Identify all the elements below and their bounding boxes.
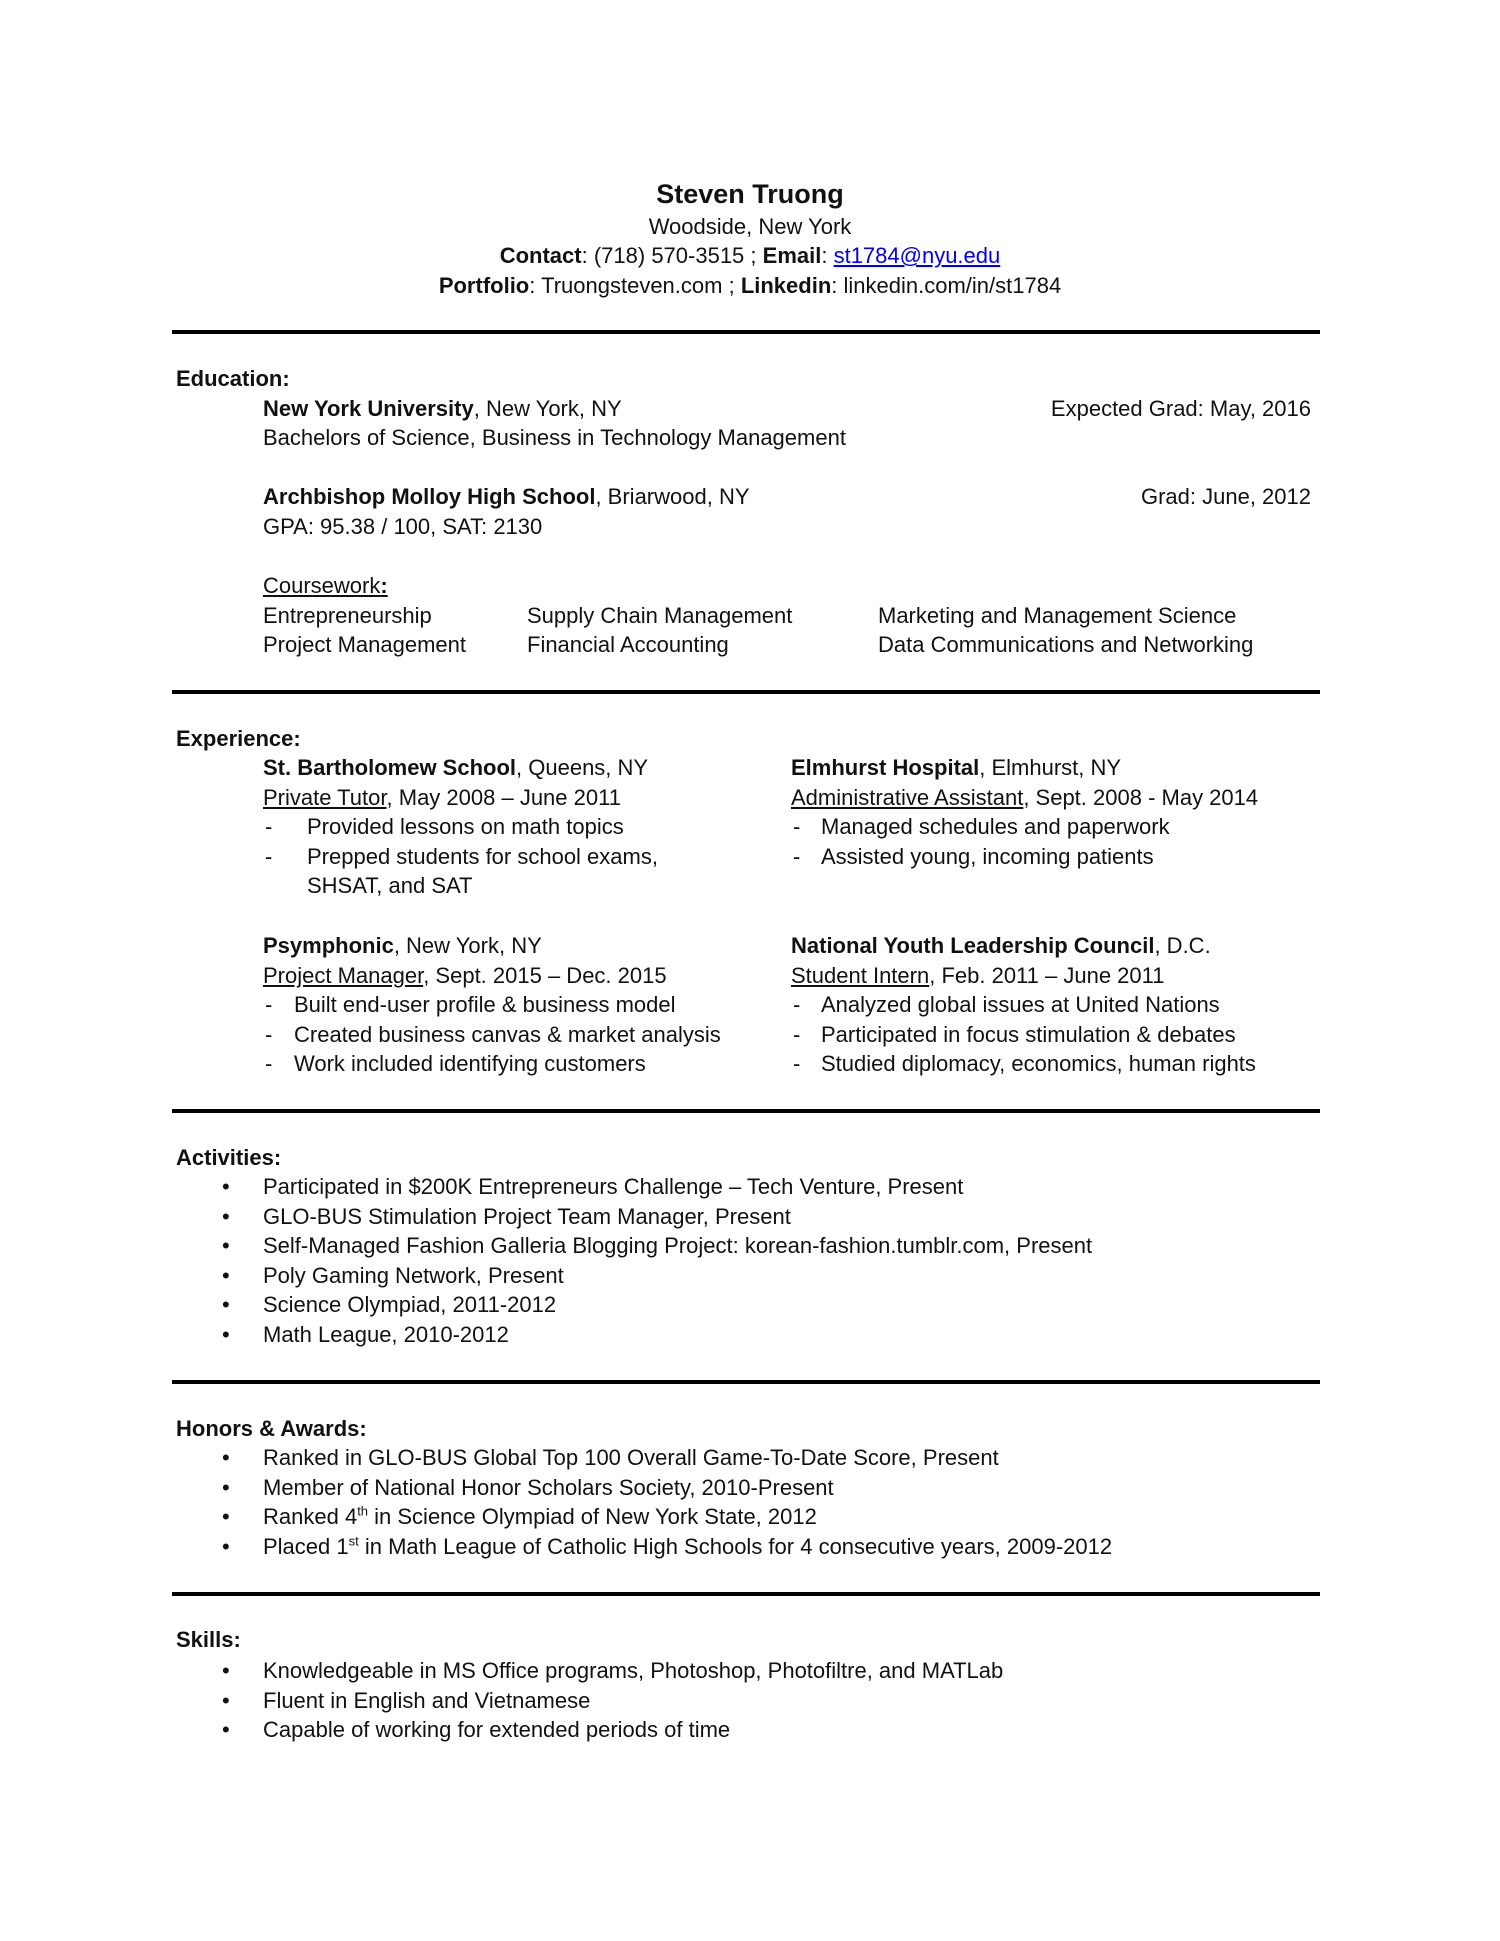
experience-heading: Experience: [176, 726, 301, 751]
dash-icon: - [793, 1051, 801, 1076]
job-role-line [791, 961, 1164, 991]
bullet-icon: • [222, 1533, 230, 1559]
school-detail: GPA: 95.38 / 100, SAT: 2130 [263, 514, 543, 539]
dash-icon: - [265, 843, 273, 869]
honor-ordinal: st [348, 1533, 359, 1549]
job-place: , New York, NY [393, 933, 542, 958]
job-org-line [791, 931, 1211, 961]
honor-text: Ranked in GLO-BUS Global Top 100 Overall Game-To-Date Score, Present [263, 1445, 999, 1470]
job-bullet: Built end-user profile & business model [294, 992, 676, 1017]
bullet-icon: • [222, 1292, 230, 1317]
bullet-icon: • [222, 1687, 230, 1713]
contact-line: Contact: (718) 570-3515 ; Email: st1784@nyu.edu [499, 243, 1001, 268]
job-dates: , Sept. 2015 – Dec. 2015 [423, 962, 667, 988]
divider [172, 1380, 1320, 1384]
job-org: Psymphonic [263, 933, 394, 958]
location: Woodside, New York [648, 214, 852, 239]
school-nyu [263, 394, 622, 424]
job-bullet: Work included identifying customers [294, 1051, 646, 1076]
list-item: Fluent in English and Vietnamese [263, 1687, 591, 1713]
job-bullet: Assisted young, incoming patients [821, 843, 1154, 869]
bullet-icon: • [222, 1262, 230, 1288]
honor-ordinal: th [357, 1503, 369, 1519]
divider [172, 1592, 1320, 1596]
honor-text-rest: in Math League of Catholic High Schools for 4 consecutive years, 2009-2012 [358, 1533, 1113, 1559]
job-bullet: Analyzed global issues at United Nations [821, 992, 1220, 1017]
email-label: Email [762, 243, 822, 268]
job-role: Project Manager [263, 962, 424, 988]
job-org-line [263, 753, 648, 783]
list-item [263, 1443, 999, 1473]
contact-label: Contact [499, 243, 582, 268]
school-place: , New York, NY [473, 396, 622, 421]
job-bullet: Managed schedules and paperwork [821, 814, 1170, 839]
job-role-line [791, 783, 1258, 813]
school-date: Grad: June, 2012 [1140, 484, 1311, 509]
coursework-label-text: Coursework [263, 573, 381, 598]
job-place: , Queens, NY [516, 755, 649, 780]
honor-text: Placed 1 [263, 1533, 349, 1559]
divider [172, 1109, 1320, 1113]
dash-icon: - [265, 992, 273, 1017]
job-bullet: Prepped students for school exams, [307, 843, 658, 869]
list-item: Self-Managed Fashion Galleria Blogging Project: korean-fashion.tumblr.com, Present [263, 1233, 1093, 1258]
job-org-line [263, 931, 542, 961]
coursework-label: Coursework: [263, 573, 388, 598]
list-item: Poly Gaming Network, Present [263, 1262, 564, 1288]
school-date: Expected Grad: May, 2016 [1050, 396, 1311, 421]
skills-heading: Skills: [176, 1627, 241, 1652]
bullet-icon: • [222, 1203, 230, 1229]
course: Entrepreneurship [263, 603, 432, 628]
job-place: , Elmhurst, NY [979, 755, 1122, 780]
list-item: GLO-BUS Stimulation Project Team Manager, Present [263, 1203, 791, 1229]
dash-icon: - [793, 814, 801, 839]
email-link[interactable]: st1784@nyu.edu [833, 243, 1001, 268]
list-item: Capable of working for extended periods of time [263, 1717, 731, 1742]
job-role-line [263, 783, 621, 813]
list-item: Science Olympiad, 2011-2012 [263, 1292, 557, 1317]
portfolio: Truongsteven.com [541, 273, 723, 298]
job-org: St. Bartholomew School [263, 755, 517, 780]
phone: (718) 570-3515 [593, 243, 745, 268]
school-place: , Briarwood, NY [595, 484, 750, 509]
school-molloy [263, 482, 750, 512]
education-heading: Education: [176, 366, 290, 391]
bullet-icon: • [222, 1474, 230, 1500]
divider [172, 690, 1320, 694]
bullet-icon: • [222, 1445, 230, 1470]
job-place: , D.C. [1154, 933, 1211, 958]
job-org: National Youth Leadership Council [791, 933, 1155, 958]
linkedin: linkedin.com/in/st1784 [843, 273, 1062, 298]
dash-icon: - [265, 1021, 273, 1047]
job-bullet: Participated in focus stimulation & debates [821, 1021, 1236, 1047]
job-dates: , Sept. 2008 - May 2014 [1023, 784, 1259, 810]
activities-heading: Activities: [176, 1145, 282, 1170]
honor-text: Member of National Honor Scholars Society, 2010-Present [263, 1474, 834, 1500]
bullet-icon: • [222, 1321, 230, 1347]
job-role: Student Intern [791, 962, 930, 988]
portfolio-label: Portfolio [438, 273, 530, 298]
list-item [263, 1532, 1112, 1562]
dash-icon: - [265, 1051, 273, 1076]
bullet-icon: • [222, 1233, 230, 1258]
dash-icon: - [793, 992, 801, 1017]
job-role: Private Tutor [263, 784, 387, 810]
job-bullet: Created business canvas & market analysis [294, 1021, 721, 1047]
school-detail: Bachelors of Science, Business in Technology Management [263, 425, 846, 450]
bullet-icon: • [222, 1504, 230, 1529]
candidate-name: Steven Truong [656, 179, 844, 209]
school-name: Archbishop Molloy High School [263, 484, 596, 509]
bullet-icon: • [222, 1717, 230, 1742]
job-bullet: SHSAT, and SAT [307, 873, 473, 898]
list-item [263, 1502, 817, 1532]
job-role-line [263, 961, 667, 991]
bullet-icon: • [222, 1658, 230, 1683]
school-name: New York University [263, 396, 474, 421]
dash-icon: - [793, 1021, 801, 1047]
job-bullet: Studied diplomacy, economics, human rights [821, 1051, 1256, 1076]
list-item: Knowledgeable in MS Office programs, Photoshop, Photofiltre, and MATLab [263, 1658, 1004, 1683]
list-item: Participated in $200K Entrepreneurs Challenge – Tech Venture, Present [263, 1174, 964, 1199]
linkedin-label: Linkedin [740, 273, 832, 298]
bullet-icon: • [222, 1174, 230, 1199]
list-item: Math League, 2010-2012 [263, 1321, 509, 1347]
divider [172, 330, 1320, 334]
honor-text-rest: in Science Olympiad of New York State, 2012 [368, 1504, 817, 1529]
job-role: Administrative Assistant [791, 784, 1024, 810]
course: Marketing and Management Science [878, 603, 1237, 628]
links-line: Portfolio: Truongsteven.com ; Linkedin: linkedin.com/in/st1784 [438, 273, 1062, 298]
honors-heading: Honors & Awards: [176, 1416, 367, 1441]
job-dates: , May 2008 – June 2011 [386, 784, 621, 810]
list-item [263, 1473, 834, 1503]
course: Supply Chain Management [527, 603, 793, 628]
course: Financial Accounting [527, 632, 729, 657]
dash-icon: - [793, 843, 801, 869]
dash-icon: - [265, 814, 273, 839]
honor-text: Ranked 4 [263, 1504, 358, 1529]
course: Project Management [263, 632, 466, 657]
job-org-line [791, 753, 1121, 783]
job-dates: , Feb. 2011 – June 2011 [929, 962, 1165, 988]
course: Data Communications and Networking [878, 632, 1254, 657]
job-bullet: Provided lessons on math topics [307, 814, 624, 839]
job-org: Elmhurst Hospital [791, 755, 980, 780]
